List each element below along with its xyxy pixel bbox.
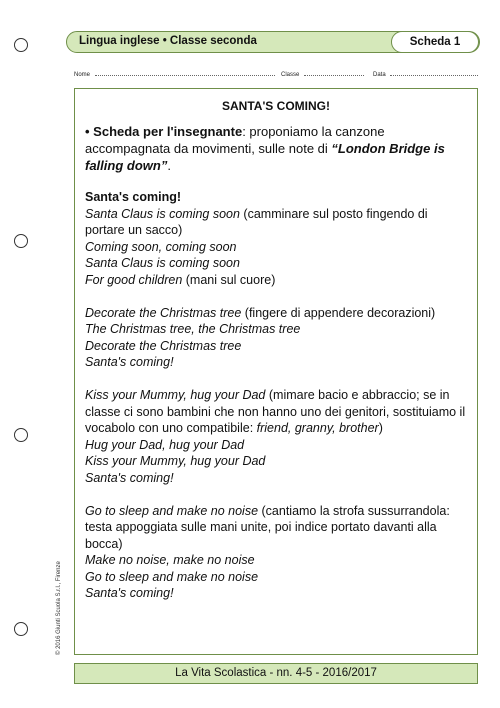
subject-class-title: Lingua inglese • Classe seconda <box>79 35 257 47</box>
song-text <box>85 189 469 602</box>
stanza3-line2: Hug your Dad, hug your Dad <box>85 437 245 452</box>
footer-bar: La Vita Scolastica - nn. 4-5 - 2016/2017 <box>74 663 478 684</box>
stanza1-line3: Santa Claus is coming soon <box>85 256 240 270</box>
stanza4-line2: Make no noise, make no noise <box>85 553 255 567</box>
stanza2-line1: Decorate the Christmas tree (fingere di appendere decorazioni) <box>85 305 436 320</box>
stanza2-line3: Decorate the Christmas tree <box>85 338 242 353</box>
classe-field[interactable] <box>281 68 364 78</box>
copyright-notice: © 2016 Giunti Scuola S.r.l., Firenze <box>56 561 62 655</box>
binder-hole <box>14 234 28 248</box>
header-bar <box>66 31 480 53</box>
teacher-intro <box>85 123 469 174</box>
intro-song-name: “London Bridge is falling down” <box>85 141 445 173</box>
nome-label: Nome <box>74 72 91 78</box>
stanza4-line3: Go to sleep and make no noise <box>85 569 259 584</box>
intro-label: • Scheda per l'insegnante <box>85 124 243 139</box>
stanza4-line1: Go to sleep and make no noise (cantiamo la strofa sussurrandola: testa appoggiata sulle mani unite, poi indice portato davanti alla bocca) <box>85 503 450 551</box>
stanza2-line4: Santa's coming! <box>85 355 174 369</box>
data-label: Data <box>373 72 386 78</box>
intro-end: . <box>167 158 171 173</box>
data-field[interactable] <box>373 68 478 78</box>
intro-text: : proponiamo la canzone accompagnata da movimenti, sulle note di <box>85 124 385 156</box>
stanza3-line3: Kiss your Mummy, hug your Dad <box>85 454 266 468</box>
stanza1-line1: Santa Claus is coming soon (camminare sul posto fingendo di portare un sacco) <box>85 206 428 237</box>
stanza1-line2: Coming soon, coming soon <box>85 239 237 254</box>
scheda-badge: Scheda 1 <box>391 31 479 53</box>
song-title: Santa's coming! <box>85 190 182 204</box>
stanza4-line4: Santa's coming! <box>85 586 174 600</box>
classe-label: Classe <box>281 72 300 78</box>
binder-hole <box>14 38 28 52</box>
stanza2-line2: The Christmas tree, the Christmas tree <box>85 322 301 336</box>
worksheet-title: SANTA'S COMING! <box>222 99 330 113</box>
stanza3-line1: Kiss your Mummy, hug your Dad (mimare bacio e abbraccio; se in classe ci sono bambini che non hanno uno dei genitori, sostituiamo il vocabolo con uno compatibile: friend, granny, brother) <box>85 388 466 435</box>
binder-hole <box>14 428 28 442</box>
stanza3-line4: Santa's coming! <box>85 470 174 485</box>
nome-field[interactable] <box>74 68 275 78</box>
worksheet-content <box>74 88 478 655</box>
binder-hole <box>14 622 28 636</box>
stanza1-line4: For good children (mani sul cuore) <box>85 272 276 287</box>
student-fields <box>74 68 478 80</box>
